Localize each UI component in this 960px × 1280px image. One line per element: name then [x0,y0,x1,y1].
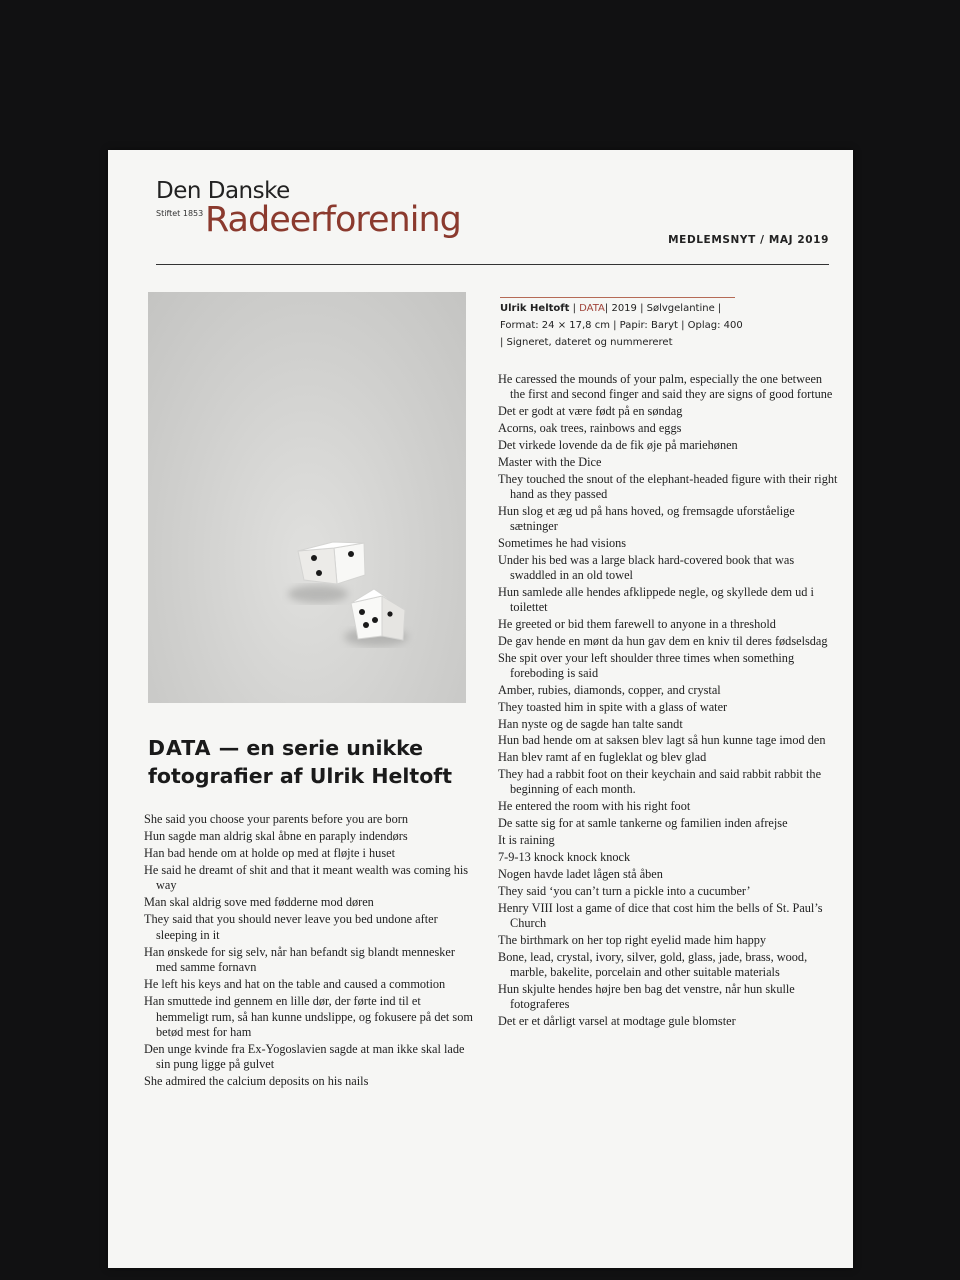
poem-line: The birthmark on her top right eyelid made him happy [498,932,767,947]
masthead-line2: Radeerforening [205,200,461,240]
headline-rest: — en serie unikke fotografier af Ulrik Heltoft [148,736,453,788]
poem-line: It is raining [498,833,555,848]
poem-line: Amber, rubies, diamonds, copper, and crystal [498,682,721,697]
poem-line: He caressed the mounds of your palm, especially the one between the first and second finger and said they are signs of good fortune [498,372,833,402]
poem-line: Han smuttede ind gennem en lille dør, der førte ind til et hemmeligt rum, så han kunne undslippe, og fokusere på det som betød mest for ham [144,994,473,1040]
poem-line: Man skal aldrig sove med fødderne mod døren [144,895,374,910]
poem-line: Under his bed was a large black hard-covered book that was swaddled in an old towel [498,552,795,582]
masthead-line1: Den Danske [156,178,290,204]
poem-line: Hun samlede alle hendes afklippede negle, og skyllede dem ud i toilettet [498,584,814,615]
poem-line: Hun bad hende om at saksen blev lagt så hun kunne tage imod den [498,733,826,748]
poem-line: Henry VIII lost a game of dice that cost him the bells of St. Paul’s Church [498,900,823,930]
die-front [351,589,405,640]
poem-line: Sometimes he had visions [498,535,627,550]
poem-line: Han ønskede for sig selv, når han befandt sig blandt mennesker med samme fornavn [144,944,455,975]
poem-line: They said that you should never leave you bed undone after sleeping in it [144,912,438,942]
dice-illustration [148,292,466,703]
poem-line: Nogen havde ladet lågen stå åben [498,866,663,881]
credit-line-2: Format: 24 × 17,8 cm | Papir: Baryt | Oplag: 400 [500,320,743,331]
poem-line: Hun skjulte hendes højre ben bag det venstre, når hun skulle fotograferes [498,981,795,1011]
masthead-divider [156,264,829,265]
poem-line: Det er et dårligt varsel at modtage gule blomster [498,1013,736,1028]
poem-line: She said you choose your parents before you are born [144,812,408,826]
poem-line: He entered the room with his right foot [498,799,691,814]
poem-line: De satte sig for at samle tankerne og familien inden afrejse [498,816,788,831]
poem-line: De gav hende en mønt da hun gav dem en kniv til deres fødselsdag [498,633,828,648]
poem-line: She admired the calcium deposits on his nails [144,1074,369,1089]
poem-line: Den unge kvinde fra Ex-Yogoslavien sagde at man ikke skal lade sin pung ligge på gulvet [144,1042,465,1072]
poem-line: Master with the Dice [498,454,602,469]
artwork-credit [500,300,840,351]
poem-line: Han blev ramt af en fugleklat og blev glad [498,750,707,765]
poem-line: They had a rabbit foot on their keychain and said rabbit rabbit the beginning of each month. [498,767,822,797]
poem-line: Acorns, oak trees, rainbows and eggs [498,420,682,435]
credit-divider [500,297,735,298]
poem-line: She spit over your left shoulder three times when something foreboding is said [498,650,795,680]
credit-artist: Ulrik Heltoft [500,303,570,314]
poem-left-column [144,812,476,1091]
poem-line: He said he dreamt of shit and that it meant wealth was coming his way [144,863,469,893]
poem-line: He left his keys and hat on the table and caused a commotion [144,977,446,992]
credit-title: DATA [579,303,605,314]
poem-line: Bone, lead, crystal, ivory, silver, gold, glass, jade, brass, wood, marble, bakelite, porcelain and other suitable materials [498,949,808,979]
issue-label: MEDLEMSNYT / MAJ 2019 [668,234,829,246]
credit-line-1 [500,300,840,317]
poem-line: Hun slog et æg ud på hans hoved, og fremsagde uforståelige sætninger [498,503,795,533]
credit-line-3: | Signeret, dateret og nummereret [500,337,673,348]
masthead-founded: Stiftet 1853 [156,209,204,218]
dice-photograph [148,292,466,703]
poem-line: They said ‘you can’t turn a pickle into a cucumber’ [498,883,751,898]
die-shadow [288,585,348,603]
headline-strong: DATA [148,736,212,760]
newsletter-page [108,150,853,1268]
poem-line: They toasted him in spite with a glass of water [498,699,728,714]
poem-right-column [498,372,838,1031]
credit-separator: | [569,303,580,314]
poem-line: Det virkede lovende da de fik øje på mariehønen [498,437,738,452]
poem-line: He greeted or bid them farewell to anyone in a threshold [498,616,776,631]
poem-line: 7-9-13 knock knock knock [498,850,631,865]
poem-line: Han bad hende om at holde op med at fløjte i huset [144,846,395,860]
poem-line: Det er godt at være født på en søndag [498,404,683,419]
credit-details-1: | 2019 | Sølvgelantine | [604,303,722,314]
poem-line: Hun sagde man aldrig skal åbne en paraply indendørs [144,829,408,843]
poem-line: Han nyste og de sagde han talte sandt [498,716,683,731]
article-headline [148,734,478,790]
poem-line: They touched the snout of the elephant-headed figure with their right hand as they passed [498,471,838,501]
die-back [298,542,365,584]
